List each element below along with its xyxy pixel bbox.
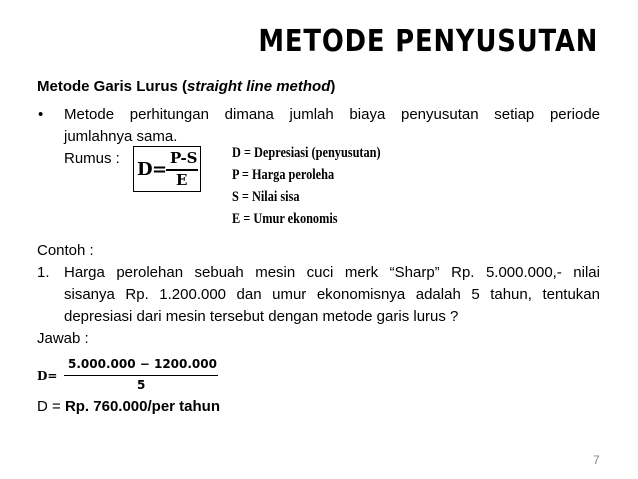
- method-heading: [37, 76, 335, 98]
- calc-denominator: 5: [137, 378, 146, 392]
- formula-box: [133, 146, 201, 192]
- heading-italic: straight line method: [187, 78, 331, 95]
- slide-title: METODE PENYUSUTAN: [258, 24, 598, 59]
- example-label: Contoh :: [37, 242, 94, 259]
- formula-lhs: D: [137, 159, 153, 180]
- formula-numerator: P-S: [170, 149, 198, 167]
- answer-label: Jawab :: [37, 330, 89, 347]
- example-line-1: Harga perolehan sebuah mesin cuci merk “Sharp” Rp. 5.000.000,- nilai: [64, 264, 600, 281]
- example-line-3: depresiasi dari mesin tersebut dengan metode garis lurus ?: [64, 308, 459, 325]
- bullet-line-2: jumlahnya sama.: [64, 128, 178, 145]
- bullet-marker: •: [38, 106, 44, 123]
- legend-harga-perolehan: P = Harga peroleha: [232, 167, 335, 183]
- rumus-label: Rumus :: [64, 150, 120, 167]
- legend-nilai-sisa: S = Nilai sisa: [232, 189, 300, 205]
- heading-main: Metode Garis Lurus (: [37, 78, 188, 95]
- calc-lhs: D=: [37, 369, 58, 383]
- result-prefix: D =: [37, 398, 65, 415]
- legend-depresiasi: D = Depresiasi (penyusutan): [232, 145, 381, 161]
- calc-fraction-bar: [64, 375, 218, 376]
- legend-umur-ekonomis: E = Umur ekonomis: [232, 211, 338, 227]
- result-value: Rp. 760.000/per tahun: [64, 398, 220, 415]
- result-line: [37, 396, 220, 418]
- bullet-line-1: Metode perhitungan dimana jumlah biaya penyusutan setiap periode: [64, 106, 600, 123]
- heading-close: ): [330, 78, 336, 95]
- example-number: 1.: [37, 264, 50, 281]
- page-number: 7: [593, 453, 600, 467]
- calc-numerator: 5.000.000 − 1200.000: [68, 357, 217, 371]
- formula-denominator: E: [176, 171, 188, 189]
- example-line-2: sisanya Rp. 1.200.000 dan umur ekonomisnya adalah 5 tahun, tentukan: [64, 286, 600, 303]
- formula-equals: =: [152, 159, 168, 180]
